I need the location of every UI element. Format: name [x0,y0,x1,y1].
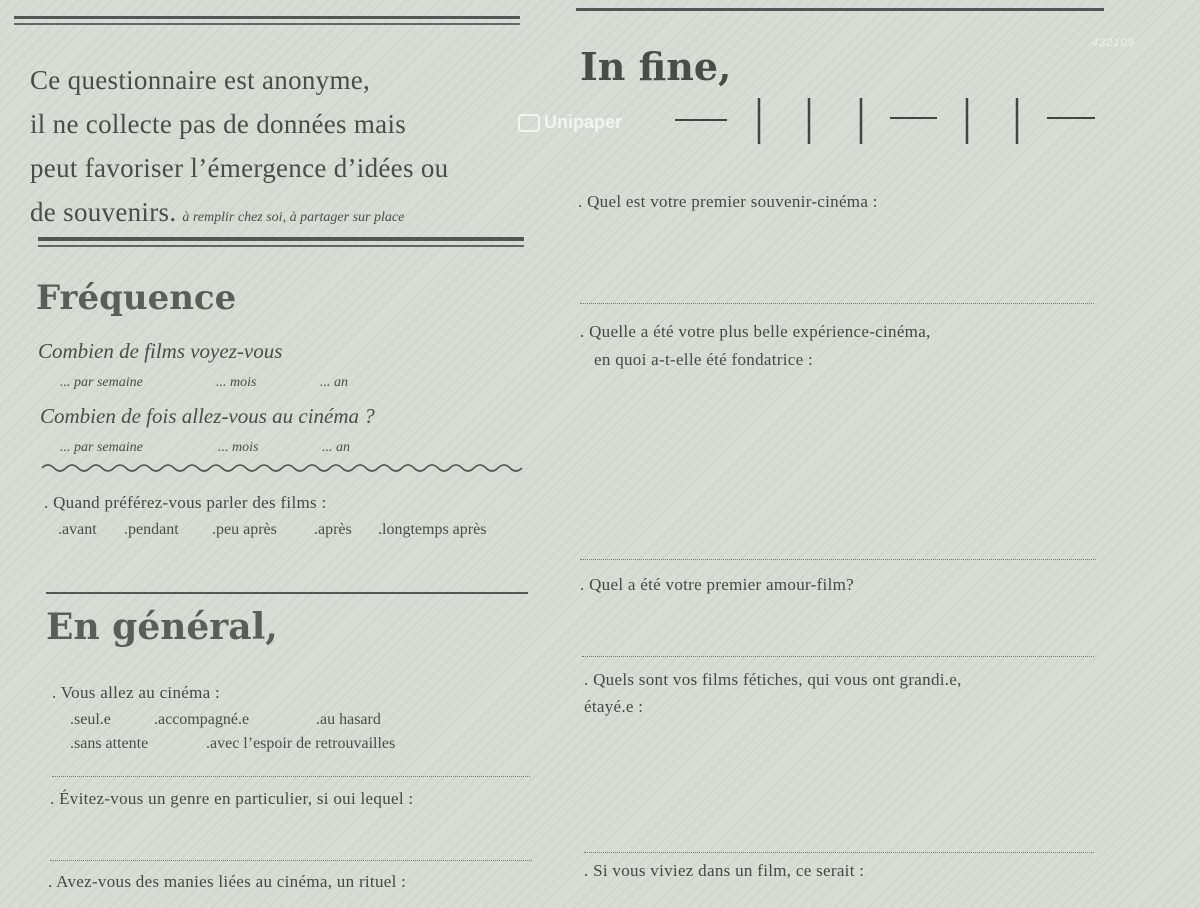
general-heading: En général, [46,606,278,648]
infine-answer-line-3[interactable] [582,656,1094,657]
infine-answer-line-4[interactable] [584,852,1094,853]
q2-option-year[interactable]: ... an [322,440,350,455]
infine-question-2-line-1: . Quelle a été votre plus belle expérience-cinéma, [580,322,931,341]
infine-question-1: . Quel est votre premier souvenir-cinéma : [578,192,878,211]
option-longtemps-apres[interactable]: .longtemps après [378,521,487,538]
intro-line-1: Ce questionnaire est anonyme, [30,65,371,95]
frequence-question-3: . Quand préférez-vous parler des films : [44,493,327,512]
infine-question-3: . Quel a été votre premier amour-film? [580,575,854,594]
q2-option-week[interactable]: ... par semaine [60,440,143,455]
tick-marks-decoration [675,96,1105,146]
frequence-question-2: Combien de fois allez-vous au cinéma ? [40,404,375,428]
page-stamp: 432109 [1092,37,1135,49]
infine-question-5: . Si vous viviez dans un film, ce serait : [584,861,865,880]
frequence-heading: Fréquence [36,278,237,318]
intro-bottom-rule [38,237,524,247]
infine-heading: In fine, [580,44,732,89]
infine-answer-line-2[interactable] [580,559,1096,560]
intro-line-4 [30,190,540,240]
infine-question-4-line-1: . Quels sont vos films fétiches, qui vous ont grandi.e, [584,670,962,689]
infine-question-4-line-2: étayé.e : [584,697,644,716]
option-avant[interactable]: .avant [58,521,97,538]
intro-line-2: il ne collecte pas de données mais [30,109,407,139]
general-question-3: . Avez-vous des manies liées au cinéma, un rituel : [48,872,407,891]
q2-option-month[interactable]: ... mois [218,440,259,455]
general-question-2: . Évitez-vous un genre en particulier, si oui lequel : [50,789,414,808]
general-answer-line-1[interactable] [52,776,530,777]
option-sans-attente[interactable]: .sans attente [70,735,149,752]
infine-question-2-line-2: en quoi a-t-elle été fondatrice : [594,350,813,369]
intro-line-4-text: de souvenirs. [30,197,177,227]
q1-option-week[interactable]: ... par semaine [60,375,143,390]
top-right-rule [576,8,1104,11]
option-accompagne[interactable]: .accompagné.e [154,711,250,728]
frequence-question-1: Combien de films voyez-vous [38,339,283,363]
option-peu-apres[interactable]: .peu après [212,521,277,538]
general-question-1: . Vous allez au cinéma : [52,683,221,702]
infine-answer-line-1[interactable] [580,303,1094,304]
general-top-rule [46,592,528,594]
q1-option-month[interactable]: ... mois [216,375,257,390]
intro-instruction: à remplir chez soi, à partager sur place [182,210,405,225]
general-answer-line-2[interactable] [50,860,532,861]
option-retrouvailles[interactable]: .avec l’espoir de retrouvailles [206,735,396,752]
top-left-rule [14,16,520,25]
option-apres[interactable]: .après [314,521,352,538]
option-seul[interactable]: .seul.e [70,711,111,728]
intro-line-3: peut favoriser l’émergence d’idées ou [30,153,449,183]
option-au-hasard[interactable]: .au hasard [316,711,381,728]
option-pendant[interactable]: .pendant [124,521,179,538]
wavy-divider [42,461,530,475]
unipaper-label: Unipaper [544,112,623,132]
q1-option-year[interactable]: ... an [320,375,348,390]
intro-text [30,58,540,240]
